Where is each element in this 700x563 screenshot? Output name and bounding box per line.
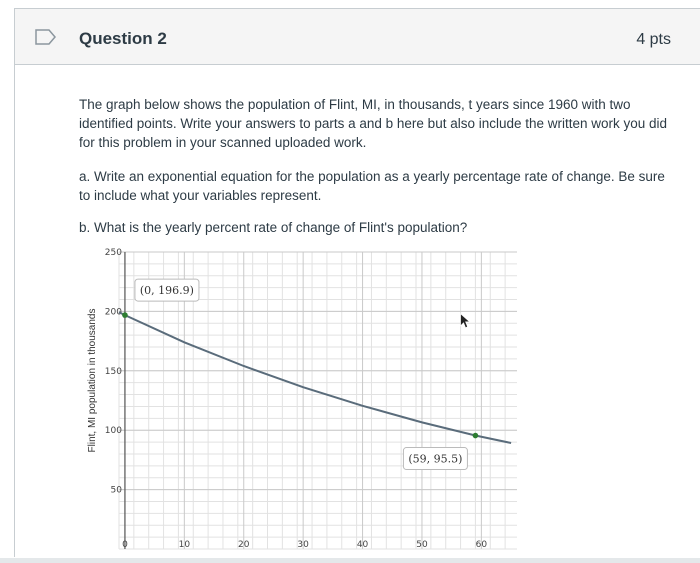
flag-question-icon[interactable] — [35, 29, 57, 50]
x-tick-label: 50 — [416, 540, 428, 550]
question-part-b: b. What is the yearly percent rate of change of Flint's population? — [79, 220, 468, 235]
bottom-scrollbar — [0, 558, 700, 563]
point-annotation-label: (59, 95.5) — [408, 452, 463, 466]
point-annotation-label: (0, 196.9) — [139, 284, 194, 298]
x-tick-label: 40 — [356, 540, 369, 550]
question-prompt: The graph below shows the population of Flint, MI, in thousands, t years since 1960 with two identified points. Write your answers to parts a and b here but also include the written work you did for this problem in your scanned uploaded work. — [79, 97, 668, 150]
identified-point — [122, 312, 128, 318]
y-tick-label: 50 — [110, 485, 122, 496]
y-axis-label: Flint, MI population in thousands — [87, 308, 98, 453]
y-tick-label: 150 — [104, 366, 122, 377]
y-tick-label: 100 — [104, 426, 122, 437]
identified-point — [473, 433, 479, 439]
y-tick-label: 200 — [104, 307, 122, 318]
question-points: 4 pts — [636, 31, 671, 48]
x-tick-label: 60 — [475, 540, 488, 550]
population-curve — [119, 312, 511, 443]
question-part-a: a. Write an exponential equation for the population as a yearly percentage rate of change. Be sure to include what your variables represent. — [79, 169, 665, 203]
question-header — [15, 9, 700, 65]
x-tick-label: 10 — [178, 540, 191, 550]
mouse-cursor-icon — [461, 314, 470, 328]
population-graph — [81, 237, 521, 562]
x-tick-label: 20 — [238, 540, 250, 550]
x-tick-label: 30 — [297, 540, 309, 550]
y-tick-label: 250 — [104, 248, 122, 258]
question-card — [14, 8, 700, 557]
question-title: Question 2 — [79, 29, 167, 48]
x-tick-label: 0 — [122, 540, 128, 550]
